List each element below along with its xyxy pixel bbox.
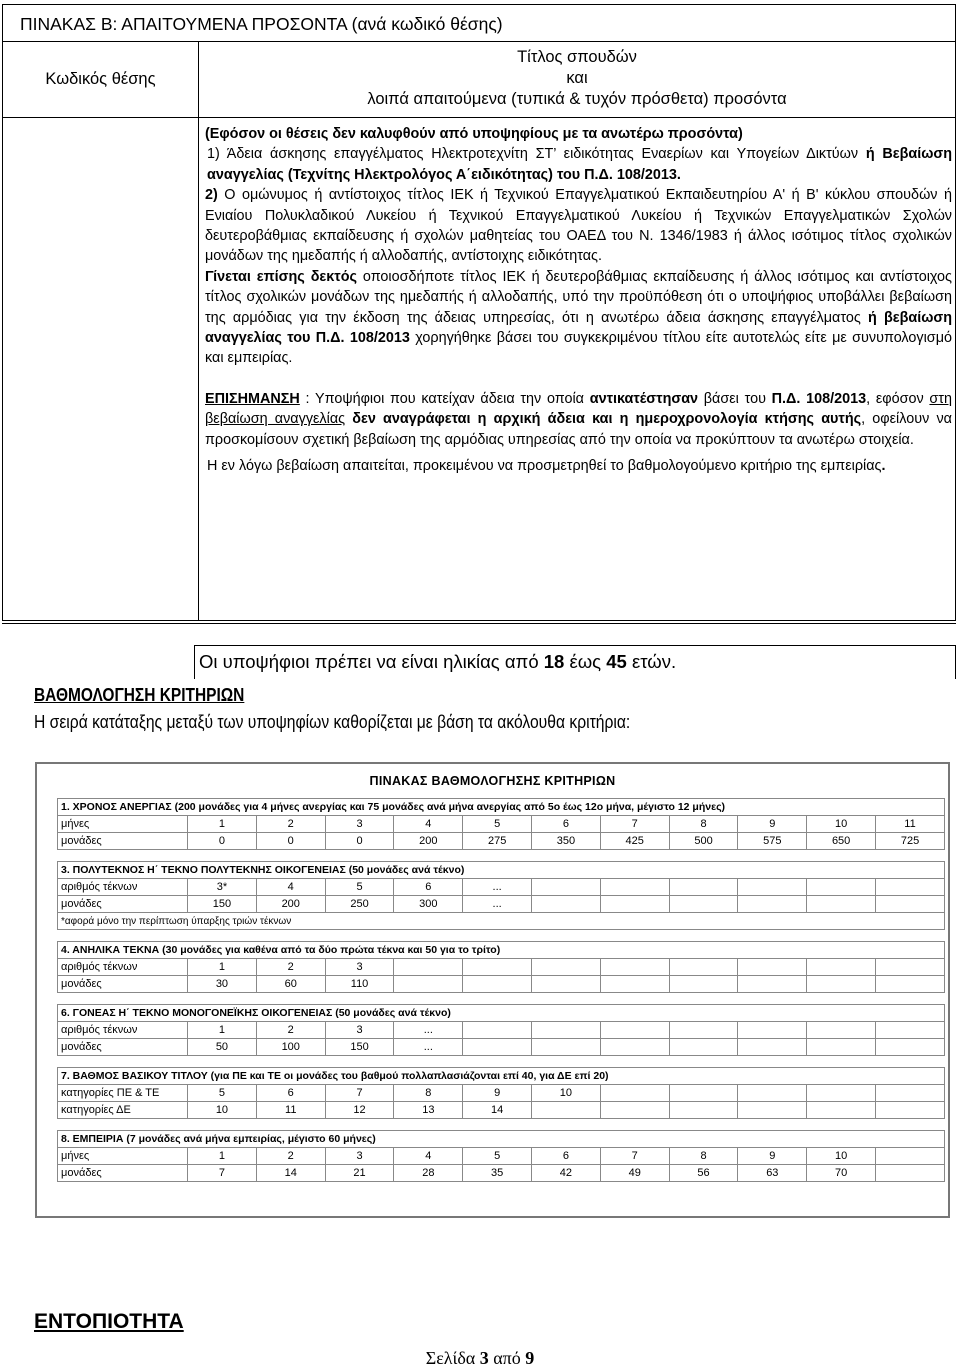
score-cell: 110 [325,976,394,993]
score-cell: 4 [256,879,325,896]
score-section-title: 8. ΕΜΠΕΙΡΙΑ (7 μονάδες ανά μήνα εμπειρίας, μέγιστο 60 μήνες) [58,1131,945,1148]
score-cell: 4 [394,816,463,833]
score-cell: 3 [325,1148,394,1165]
score-cell: 7 [188,1165,257,1182]
score-cell [463,1039,532,1056]
table-title: ΠΙΝΑΚΑΣ Β: ΑΠΑΙΤΟΥΜΕΝΑ ΠΡΟΣΟΝΤΑ (ανά κωδικό θέσης) [3,5,955,42]
locality-heading: ΕΝΤΟΠΙΟΤΗΤΑ [34,1310,184,1333]
score-cell: ... [394,1039,463,1056]
score-cell [807,896,876,913]
score-cell: 0 [188,833,257,850]
score-section-row [58,862,945,879]
score-cell [669,896,738,913]
also-accepted-paragraph: Γίνεται επίσης δεκτός οποιοσδήποτε τίτλος ΙΕΚ ή δευτεροβάθμιας εκπαίδευσης ή άλλος ισότιμος και αντίστοιχος τίτλος σχολικών μονάδων της ημεδαπής ή αλλοδαπής, υπό την προϋπόθεση ότι ο υποψήφιος υποβάλλει βεβαίωση της αρμόδιας για την έκδοση της άδειας υπηρεσίας, ότι η ανωτέρω άδεια άσκησης επαγγέλματος ή βεβαίωση αναγγελίας του Π.Δ. 108/2013 χορηγήθηκε βάσει του συγκεκριμένου τίτλου είτε αυτοτελώς είτε με συνυπολογισμό και εμπειρίας. [205,268,952,367]
score-cell [807,1022,876,1039]
score-cell [876,879,945,896]
score-cell: 1 [188,959,257,976]
notice-paragraph: ΕΠΙΣΗΜΑΝΣΗ : Υποψήφιοι που κατείχαν άδεια την οποία αντικατέστησαν βάσει του Π.Δ. 108/2013, εφόσον στη βεβαίωση αναγγελίας δεν αναγράφεται η αρχική άδεια και η ημεροχρονολογία κτήσης αυτής, οφείλουν να προσκομίσουν σχετική βεβαίωση της αρμόδιας υπηρεσίας από την οποία να προκύπτουν τα ανωτέρω στοιχεία. [205,390,952,448]
scoring-grid [57,798,945,1182]
score-note-row [58,913,945,930]
score-cell [394,959,463,976]
score-cell: 49 [600,1165,669,1182]
table-row [58,833,945,850]
scoring-table-image [35,762,950,1218]
score-cell: 2 [256,959,325,976]
score-cell [463,976,532,993]
score-section-title: 1. ΧΡΟΝΟΣ ΑΝΕΡΓΙΑΣ (200 μονάδες για 4 μήνες ανεργίας και 75 μονάδες ανά μήνα ανεργίας από 5ο έως 12ο μήνα, μέγιστο 12 μήνες) [58,799,945,816]
score-cell [876,959,945,976]
table-row [58,1039,945,1056]
score-cell: 1 [188,816,257,833]
score-cell: 0 [325,833,394,850]
score-cell [807,976,876,993]
scoring-table-title: ΠΙΝΑΚΑΣ ΒΑΘΜΟΛΟΓΗΣΗΣ ΚΡΙΤΗΡΙΩΝ [369,774,616,788]
score-cell [738,959,807,976]
score-cell: ... [463,879,532,896]
score-cell: 42 [532,1165,601,1182]
score-cell [532,1102,601,1119]
score-cell: 13 [394,1102,463,1119]
score-cell: 10 [807,816,876,833]
score-cell [394,976,463,993]
score-cell: 28 [394,1165,463,1182]
score-cell: 3 [325,959,394,976]
col-head-line-1: Τίτλος σπουδών [517,48,637,66]
score-cell: 150 [325,1039,394,1056]
score-cell: 6 [256,1085,325,1102]
score-cell [600,879,669,896]
score-cell: 425 [600,833,669,850]
score-row-label: αριθμός τέκνων [58,959,188,976]
score-cell: 0 [256,833,325,850]
score-cell: 56 [669,1165,738,1182]
score-gap-cell [58,1056,945,1068]
score-cell: 10 [807,1148,876,1165]
score-cell: 11 [256,1102,325,1119]
score-row-label: μονάδες [58,976,188,993]
score-cell [738,879,807,896]
score-cell: 2 [256,1148,325,1165]
table-row [58,816,945,833]
score-cell [600,976,669,993]
score-cell: 6 [532,1148,601,1165]
score-cell: 10 [532,1085,601,1102]
ranking-order-text: Η σειρά κατάταξης μεταξύ των υποψηφίων καθορίζεται με βάση τα ακόλουθα κριτήρια: [34,712,631,732]
score-cell: 6 [394,879,463,896]
score-cell [876,1102,945,1119]
score-cell: 12 [325,1102,394,1119]
score-cell: 9 [738,816,807,833]
score-cell [807,1039,876,1056]
score-section-title: 4. ΑΝΗΛΙΚΑ ΤΕΚΝΑ (30 μονάδες για καθένα από τα δύο πρώτα τέκνα και 50 για το τρίτο) [58,942,945,959]
score-cell [600,1085,669,1102]
table-row [58,1165,945,1182]
score-note: *αφορά μόνο την περίπτωση ύπαρξης τριών τέκνων [58,913,945,930]
score-cell [738,1039,807,1056]
score-cell: 500 [669,833,738,850]
table-row [58,976,945,993]
table-row [58,1022,945,1039]
score-gap-cell [58,850,945,862]
table-body-row [3,118,955,620]
table-row [58,1148,945,1165]
score-cell [669,1085,738,1102]
score-cell: 2 [256,816,325,833]
score-cell [600,959,669,976]
score-row-label: αριθμός τέκνων [58,879,188,896]
score-cell: 5 [463,1148,532,1165]
condition-note: (Εφόσον οι θέσεις δεν καλυφθούν από υποψηφίους με τα ανωτέρω προσόντα) [205,126,743,142]
score-gap-row [58,930,945,942]
table-row [58,1085,945,1102]
score-cell: 63 [738,1165,807,1182]
score-cell: ... [394,1022,463,1039]
score-section-row [58,799,945,816]
score-cell [876,896,945,913]
score-cell: 50 [188,1039,257,1056]
score-cell: 5 [463,816,532,833]
score-section-row [58,1131,945,1148]
score-section-row [58,1005,945,1022]
col-qualifications-header [199,42,955,117]
score-cell [532,896,601,913]
double-divider [2,620,956,624]
score-row-label: μονάδες [58,1039,188,1056]
score-cell: 200 [256,896,325,913]
score-cell: 4 [394,1148,463,1165]
score-cell: 60 [256,976,325,993]
score-cell: 200 [394,833,463,850]
score-cell: 14 [463,1102,532,1119]
score-cell [463,1022,532,1039]
score-cell [876,1039,945,1056]
score-cell: 5 [325,879,394,896]
score-cell [600,896,669,913]
score-cell [876,1022,945,1039]
score-cell: 7 [600,816,669,833]
score-section-title: 7. ΒΑΘΜΟΣ ΒΑΣΙΚΟΥ ΤΙΤΛΟΥ (για ΠΕ και ΤΕ οι μονάδες του βαθμού πολλαπλασιάζονται επί 40, για ΔΕ επί 20) [58,1068,945,1085]
score-cell [669,1022,738,1039]
score-gap-row [58,993,945,1005]
score-cell [532,1022,601,1039]
score-cell [876,976,945,993]
table-header-row [3,42,955,118]
score-cell [738,896,807,913]
table-row [58,959,945,976]
table-row [58,896,945,913]
score-cell: 1 [188,1148,257,1165]
qualification-1: 1) Άδεια άσκησης επαγγέλματος Ηλεκτροτεχνίτη ΣΤ’ ειδικότητας Εναερίων και Υπογείων Δικτύων ή Βεβαίωση αναγγελίας (Τεχνίτης Ηλεκτρολόγος Α΄ειδικότητας) του Π.Δ. 108/2013. [207,146,953,183]
score-cell: 9 [738,1148,807,1165]
score-cell: 35 [463,1165,532,1182]
score-cell: 250 [325,896,394,913]
score-cell: ... [463,896,532,913]
score-row-label: κατηγορίες ΠΕ & ΤΕ [58,1085,188,1102]
score-cell [669,1102,738,1119]
score-cell: 21 [325,1165,394,1182]
score-cell: 1 [188,1022,257,1039]
score-cell [807,1085,876,1102]
score-cell: 725 [876,833,945,850]
page-footer: Σελίδα 3 από 9 [425,1348,535,1368]
score-gap-row [58,850,945,862]
score-cell [738,976,807,993]
score-cell: 6 [532,816,601,833]
certificate-paragraph: Η εν λόγω βεβαίωση απαιτείται, προκειμένου να προσμετρηθεί το βαθμολογούμενο κριτήριο της εμπειρίας. [207,458,886,475]
score-cell: 100 [256,1039,325,1056]
score-cell [600,1022,669,1039]
score-gap-row [58,1119,945,1131]
score-cell: 7 [325,1085,394,1102]
score-cell [807,879,876,896]
score-cell [669,959,738,976]
score-cell [600,1102,669,1119]
score-cell: 11 [876,816,945,833]
score-gap-cell [58,1119,945,1131]
score-cell: 5 [188,1085,257,1102]
score-cell [876,1085,945,1102]
score-cell [669,879,738,896]
score-cell [463,959,532,976]
score-section-row [58,1068,945,1085]
score-cell: 275 [463,833,532,850]
score-cell: 300 [394,896,463,913]
score-row-label: αριθμός τέκνων [58,1022,188,1039]
score-cell [532,879,601,896]
score-cell: 575 [738,833,807,850]
score-cell: 150 [188,896,257,913]
score-cell [807,959,876,976]
score-cell: 2 [256,1022,325,1039]
score-cell [738,1085,807,1102]
qualifications-cell [199,118,955,620]
col-head-line-3: λοιπά απαιτούμενα (τυπικά & τυχόν πρόσθετα) προσόντα [367,90,787,108]
score-cell: 3 [325,1022,394,1039]
score-cell: 350 [532,833,601,850]
score-row-label: μονάδες [58,833,188,850]
score-cell: 8 [394,1085,463,1102]
score-cell [876,1148,945,1165]
table-row [58,879,945,896]
score-row-label: μονάδες [58,1165,188,1182]
score-gap-row [58,1056,945,1068]
score-section-title: 3. ΠΟΛΥΤΕΚΝΟΣ Η΄ ΤΕΚΝΟ ΠΟΛΥΤΕΚΝΗΣ ΟΙΚΟΓΕΝΕΙΑΣ (50 μονάδες ανά τέκνο) [58,862,945,879]
score-cell [669,1039,738,1056]
score-row-label: μήνες [58,1148,188,1165]
score-section-title: 6. ΓΟΝΕΑΣ Η΄ ΤΕΚΝΟ ΜΟΝΟΓΟΝΕΪΚΗΣ ΟΙΚΟΓΕΝΕΙΑΣ (50 μονάδες ανά τέκνο) [58,1005,945,1022]
score-section-row [58,942,945,959]
score-cell: 30 [188,976,257,993]
score-cell [738,1102,807,1119]
score-gap-cell [58,993,945,1005]
score-cell: 650 [807,833,876,850]
score-cell [532,1039,601,1056]
col-head-line-2: και [566,69,588,87]
score-cell [876,1165,945,1182]
score-cell: 70 [807,1165,876,1182]
score-cell [807,1102,876,1119]
score-cell: 9 [463,1085,532,1102]
score-row-label: μήνες [58,816,188,833]
score-cell [738,1022,807,1039]
score-cell [669,976,738,993]
score-cell: 8 [669,1148,738,1165]
age-requirement: Οι υποψήφιοι πρέπει να είναι ηλικίας από 18 έως 45 ετών. [194,645,956,679]
score-cell: 3 [325,816,394,833]
score-cell: 8 [669,816,738,833]
score-row-label: μονάδες [58,896,188,913]
code-cell [3,118,199,620]
score-cell [532,959,601,976]
score-cell: 10 [188,1102,257,1119]
qualification-2: 2) Ο ομώνυμος ή αντίστοιχος τίτλος ΙΕΚ ή Τεχνικού Επαγγελματικού Εκπαιδευτηρίου Α' ή Β' κύκλου σπουδών ή Ενιαίου Πολυκλαδικού Λυκείου ή Τεχνικού Επαγγελματικού Λυκείου ή Τεχνικών Επαγγελματικών Σχολών δευτεροβάθμιας εκπαίδευσης ή σχολών μαθητείας του ΟΑΕΔ του Ν. 1346/1983 ή άλλος ισότιμος τίτλος σχολικών μονάδων της ημεδαπής ή αλλοδαπής, αντίστοιχης ειδικότητας. [205,187,952,265]
col-code-header: Κωδικός θέσης [3,42,199,117]
score-gap-cell [58,930,945,942]
score-cell [600,1039,669,1056]
table-row [58,1102,945,1119]
scoring-heading: ΒΑΘΜΟΛΟΓΗΣΗ ΚΡΙΤΗΡΙΩΝ [34,685,245,705]
score-cell: 14 [256,1165,325,1182]
requirements-table [2,4,956,621]
score-row-label: κατηγορίες ΔΕ [58,1102,188,1119]
score-cell [532,976,601,993]
score-cell: 3* [188,879,257,896]
score-cell: 7 [600,1148,669,1165]
